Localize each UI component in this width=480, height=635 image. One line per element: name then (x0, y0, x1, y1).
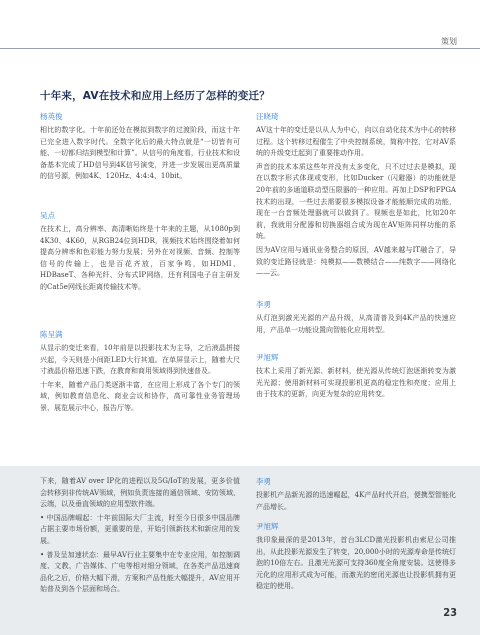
paragraph: 相比的数字化。十年前还处在模拟到数字的过渡阶段，而这十年已完全进入数字时代。全数字化后的最大特点就是“一切皆有可能、一切都归结到模型和计算”。从信号的角度看，行业技术和设备基本完成了HD信号到4K信号演变，并进一步发展出更高质量的信号源，例如4K、120Hz、4:4:4、10bit。 (40, 126, 240, 181)
speaker-name: 尹旭辉 (256, 353, 279, 362)
page-number: 23 (443, 606, 457, 619)
paragraph: 十年来，随着产品门类逐渐丰富，在应用上形成了各个专门的领域，例如教育信息化、商业会议和协作，高可靠性业务管理场景、展览展示中心，报告厅等。 (40, 380, 240, 412)
left-block-2 (40, 210, 240, 294)
section-tag: 策划 (441, 37, 457, 46)
paragraph: 从灯泡到激光光源的产品升级，从高清普及到4K产品的快速应用，产品单一功能设置向智能化应用转型。 (256, 314, 456, 334)
bullet-paragraph: • 中国品牌崛起：十年前国际大厂主流，时至今日很多中国品牌占据主要市场份额，更重要的是，开始引领新技术和新应用的发展。 (40, 513, 240, 545)
header-rule (0, 48, 480, 49)
speaker-name: 李勇 (256, 300, 271, 309)
paragraph: 投影机产品新光源的迅速崛起，4K产品时代开启，便携型智能化产品增长。 (256, 491, 456, 511)
page-header (0, 0, 480, 28)
left-block-3 (40, 329, 240, 415)
bottom-right-block-2 (256, 521, 456, 593)
speaker-name: 尹旭辉 (256, 522, 279, 531)
paragraph: 从显示的变迁来看，10年前是以投影技术为主导，之后液晶拼接兴起，今天则是小间距LED大行其道。在单屏显示上，随着大尺寸液晶价格迅速下跌，在教育和商用领域得到快速普及。 (40, 344, 240, 376)
right-block-3 (256, 352, 456, 401)
speaker-name: 吴点 (40, 211, 55, 220)
speaker-name: 汪晓琦 (256, 112, 279, 121)
paragraph: 下来，随着AV over IP化的进程以及5G/IoT的发展，更多价值会转移到非传统AV领域，例如负责连接的通信领域、安防领域、云端，以及垂直领域的应用型软件端。 (40, 477, 240, 509)
bottom-right-block-1 (256, 476, 456, 513)
right-block-2 (256, 299, 456, 336)
bullet-paragraph: • 普及呈加速状态：最早AV行业主要集中在专业应用，如控制调度、文教、广告媒体、广电等相对细分领域，在各类产品迅速商品化之后，价格大幅下滑，方案和产品性能大幅提升，AV应用开始普及到各个层面和场合。 (40, 550, 240, 594)
speaker-name: 陈呈满 (40, 330, 63, 339)
paragraph: 在技术上，高分辨率、高清晰始终是十年来的主题，从1080p到4K30、4K60，从RGB24位到HDR，视频技术始终围绕着如何提高分辨率和色彩能力努力发展；另外在对视频、音频、控制等信号的传输上，也是百花齐放，百家争鸣，如HDMI、HDBaseT、各种光纤、分布式IP网络，还有利国电子自主研发的Cat5e网线长距离传输技术等。 (40, 225, 240, 291)
right-block-1 (256, 111, 456, 280)
paragraph: 我印象最深的是2013年，首台3LCD激光投影机由索尼公司推出，从此投影光源发生了转变，20,000小时的光源寿命是传统灯泡的10倍左右。且激光光源可支持360度全角度安装。这使得多元化的应用形式成为可能，而激光的密闭光源也让投影机拥有更稳定的使用。 (256, 536, 456, 591)
paragraph: AV这十年的变迁是以从人为中心，向以自动化技术为中心的转移过程。这个转移过程催生了中央控制系统，简称中控，它对AV系统的升级变迁起到了重要推动作用。 (256, 126, 456, 158)
page-title: 十年来，AV在技术和应用上经历了怎样的变迁？ (40, 90, 270, 102)
paragraph: 因为AV应用与通讯业务整合的原因，AV越来越与IT融合了，导致的变迁路径就是：纯模拟——数模结合——纯数字——网络化——云。 (256, 245, 456, 278)
paragraph: 技术上采用了新光源、新材料，使光源从传统灯泡逐渐转变为激光光源；使用新材料可实现投影机更高的稳定性和亮度；应用上由于技术的更新，向更为复杂的应用转变。 (256, 367, 456, 399)
left-block-1 (40, 111, 240, 183)
bottom-left-block (40, 476, 240, 596)
speaker-name: 李勇 (256, 477, 271, 486)
paragraph: 声音的技术本质这些年并没有太多变化，只不过过去是模拟，现在以数字形式体现或变形，比如Ducker（闪避器）的功能就是20年前的多通道联动型压限器的一种应用。再加上DSP和FPGA技术的出现，一些过去需要很多模拟设备才能能顺完成的功能，现在一台音频处理器就可以做到了。视频也是如此，比如20年前，我就用分配器和切换器组合成为现在AV矩阵同样功能的系统。 (256, 162, 456, 241)
speaker-name: 杨英俊 (40, 112, 63, 121)
